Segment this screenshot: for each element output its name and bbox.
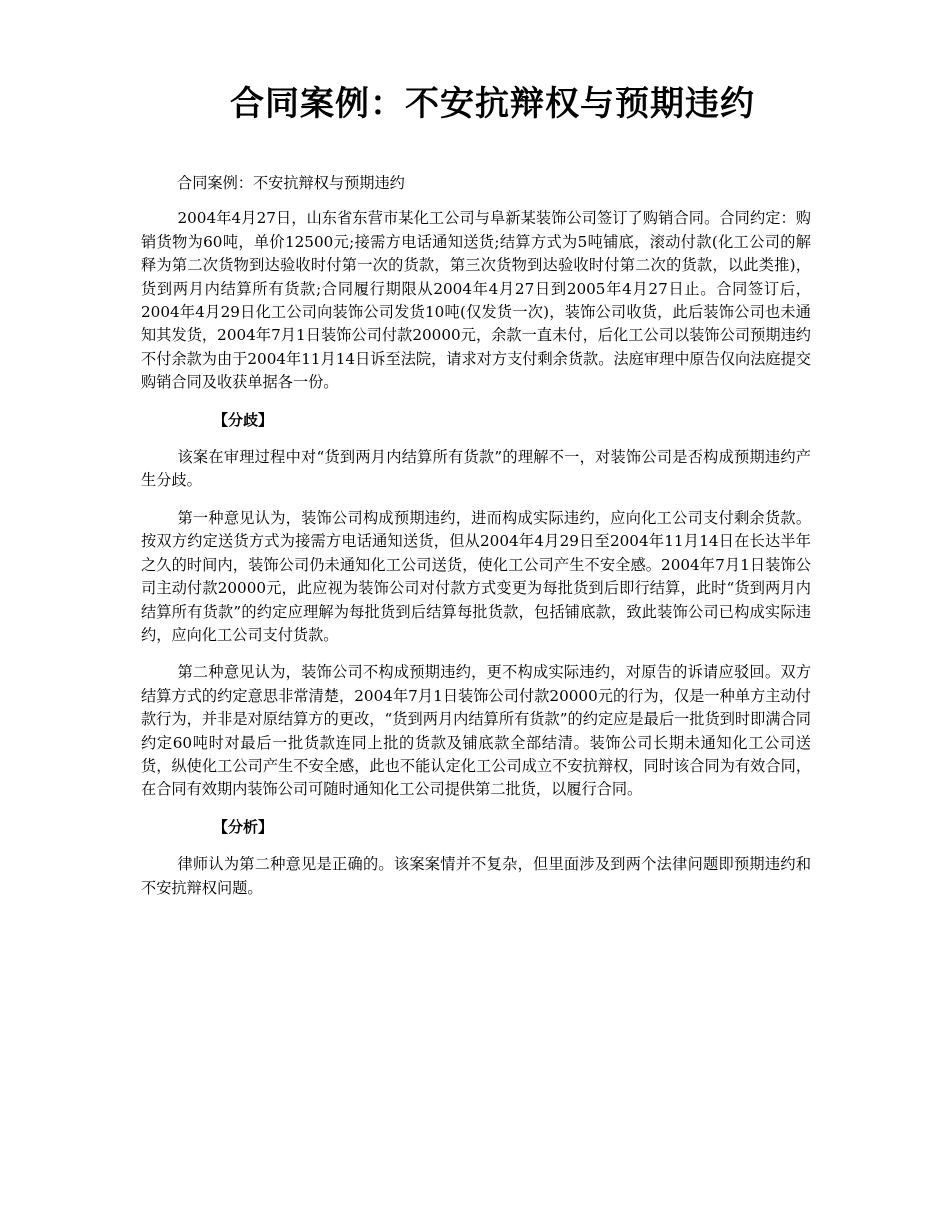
section-heading-disagreement: 【分歧】 (213, 410, 274, 429)
document-subtitle: 合同案例：不安抗辩权与预期违约 (177, 174, 405, 192)
analysis-paragraph: 律师认为第二种意见是正确的。该案案情并不复杂，但里面涉及到两个法律问题即预期违约和不安抗辩权问题。 (141, 855, 811, 897)
document-body (141, 172, 811, 914)
document-title: 合同案例：不安抗辩权与预期违约 (230, 84, 755, 124)
section-heading-analysis: 【分析】 (213, 817, 274, 836)
first-opinion-paragraph: 第一种意见认为，装饰公司构成预期违约，进而构成实际违约，应向化工公司支付剩余货款。按双方约定送货方式为接需方电话通知送货，但从2004年4月29日至2004年11月14日在长达半年之久的时间内，装饰公司仍未通知化工公司送货，使化工公司产生不安全感。2004年7月1日装饰公司主动付款20000元，此应视为装饰公司对付款方式变更为每批货到后即行结算，此时“货到两月内结算所有货款”的约定应理解为每批货到后结算每批货款，包括铺底款，致此装饰公司已构成实际违约，应向化工公司支付货款。 (141, 508, 811, 644)
case-facts-paragraph: 2004年4月27日，山东省东营市某化工公司与阜新某装饰公司签订了购销合同。合同约定：购销货物为60吨，单价12500元;接需方电话通知送货;结算方式为5吨铺底，滚动付款(化工公司的解释为第二次货物到达验收时付第一次的货款，第三次货物到达验收时付第二次的货款，以此类推)，货到两月内结算所有货款;合同履行期限从2004年4月27日到2005年4月27日止。合同签订后，2004年4月29日化工公司向装饰公司发货10吨(仅发货一次)，装饰公司收货，此后装饰公司也未通知其发货，2004年7月1日装饰公司付款20000元，余款一直未付，后化工公司以装饰公司预期违约不付余款为由于2004年11月14日诉至法院，请求对方支付剩余货款。法庭审理中原告仅向法庭提交购销合同及收获单据各一份。 (141, 209, 811, 392)
disagreement-paragraph: 该案在审理过程中对“货到两月内结算所有货款”的理解不一，对装饰公司是否构成预期违约产生分歧。 (141, 448, 811, 490)
second-opinion-paragraph: 第二种意见认为，装饰公司不构成预期违约，更不构成实际违约，对原告的诉请应驳回。双方结算方式的约定意思非常清楚，2004年7月1日装饰公司付款20000元的行为，仅是一种单方主动付款行为，并非是对原结算方的更改，“货到两月内结算所有货款”的约定应是最后一批货到时即满合同约定60吨时对最后一批货款连同上批的货款及铺底款全部结清。装饰公司长期未通知化工公司送货，纵使化工公司产生不安全感，此也不能认定化工公司成立不安抗辩权，同时该合同为有效合同，在合同有效期内装饰公司可随时通知化工公司提供第二批货，以履行合同。 (141, 663, 811, 799)
